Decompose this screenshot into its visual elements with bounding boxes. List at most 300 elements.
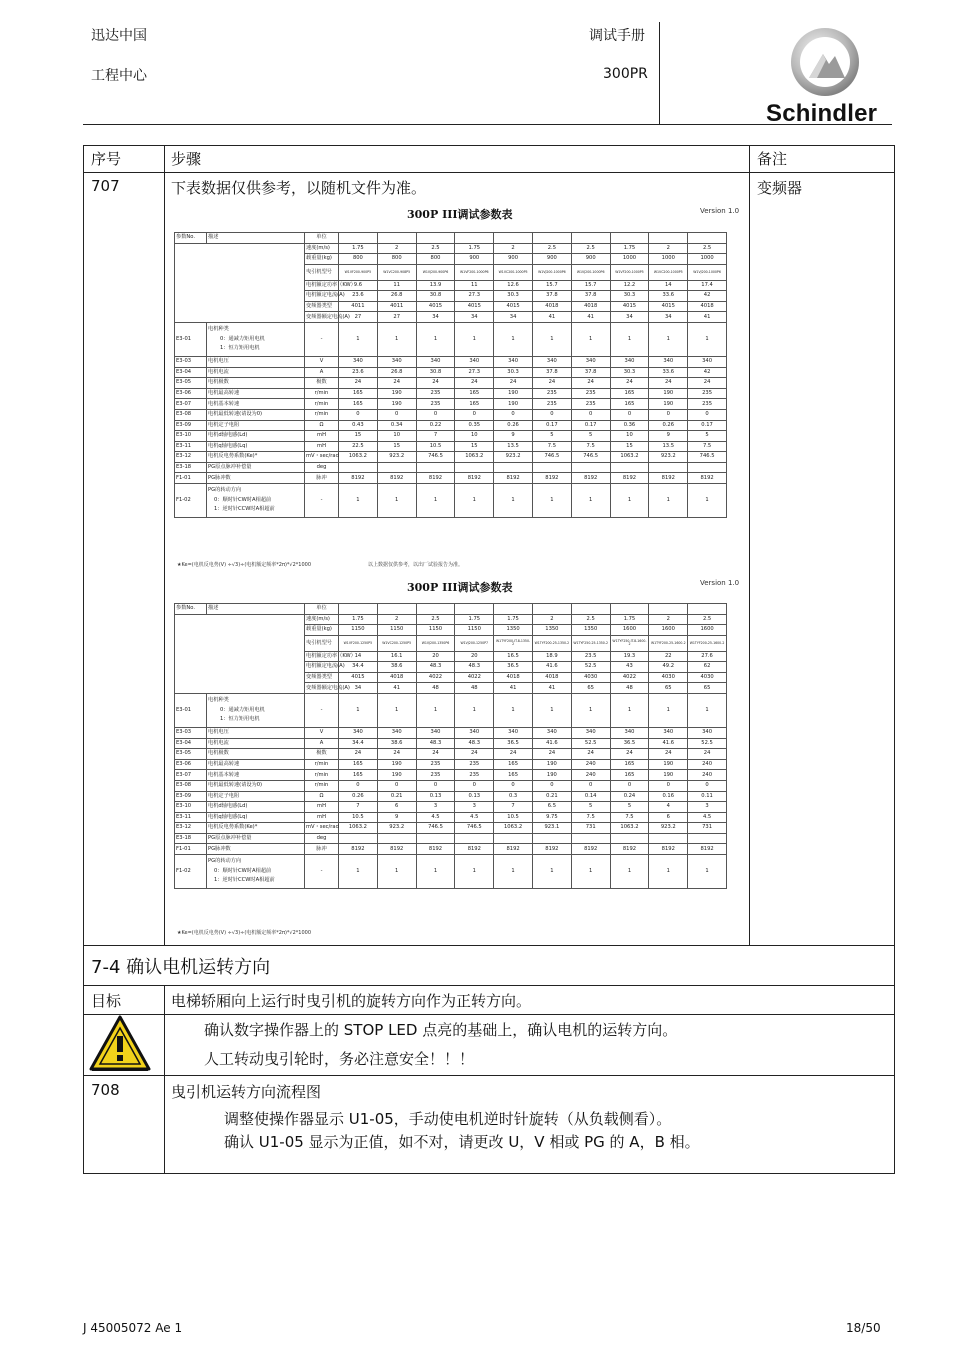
- pt2-header-cell: [649, 604, 688, 615]
- pt1-param-value: 7.5: [571, 441, 610, 452]
- pt2-param-value: 240: [571, 759, 610, 770]
- pt1-param-value: 340: [649, 356, 688, 367]
- col-divider-warning: [164, 1014, 165, 1075]
- pt2-param-value: 1: [649, 855, 688, 889]
- pt1-param-value: 24: [610, 378, 649, 389]
- pt2-param-value: 24: [532, 749, 571, 760]
- pt1-param-value: 340: [339, 356, 378, 367]
- pt2-param-value: 1: [688, 694, 727, 728]
- pt1-row-E3-12: [175, 452, 727, 463]
- pt1-row-E3-09: [175, 420, 727, 431]
- pt2-param-value: 190: [649, 770, 688, 781]
- pt2-row-E3-07: [175, 770, 727, 781]
- parameter-table-1-title: 300P III调试参数表: [407, 208, 513, 221]
- pt2-header-cell: 描述: [207, 604, 305, 615]
- pt2-param-value: 0: [339, 780, 378, 791]
- pt1-spec-value: 34: [494, 312, 533, 323]
- pt1-param-value: 1: [377, 484, 416, 518]
- pt2-param-desc: 电机极数: [207, 749, 305, 760]
- pt1-param-value: 30.3: [610, 367, 649, 378]
- pt1-param-desc-line: 0：通减力矩用电机: [220, 335, 265, 342]
- pt1-header-cell: [377, 233, 416, 244]
- pt1-param-value: 0.17: [532, 420, 571, 431]
- pt1-param-value: 0.17: [688, 420, 727, 431]
- pt1-spec-value: 9.6: [339, 280, 378, 291]
- pt1-row-E3-07: [175, 399, 727, 410]
- pt1-header-cell: 描述: [207, 233, 305, 244]
- pt1-row-F1-01: [175, 473, 727, 484]
- pt1-param-value: 15: [610, 441, 649, 452]
- pt1-spec-value: 27.3: [455, 291, 494, 302]
- pt2-spec-value: 52.5: [571, 662, 610, 673]
- pt2-spec-value: 1350: [532, 625, 571, 636]
- pt2-param-value: 190: [649, 759, 688, 770]
- col-divider-708: [164, 1075, 165, 1174]
- pt1-param-value: 30.3: [494, 367, 533, 378]
- pt2-param-value: 7.5: [610, 812, 649, 823]
- pt1-spec-value: 37.8: [532, 291, 571, 302]
- pt1-spec-value: 800: [416, 254, 455, 265]
- pt1-param-value: 0: [494, 409, 533, 420]
- pt1-param-value: 1: [532, 484, 571, 518]
- pt1-spec-value: W1VJ200-1000P6: [688, 264, 727, 280]
- pt1-param-value: 165: [339, 399, 378, 410]
- pt2-header-cell: [416, 604, 455, 615]
- pt2-param-desc: 电机电压: [207, 727, 305, 738]
- pt2-param-value: 8192: [610, 844, 649, 855]
- row-divider-section-top: [83, 945, 895, 946]
- pt2-spec-value: 65: [649, 683, 688, 694]
- pt1-param-value: 7.5: [532, 441, 571, 452]
- pt1-param-unit: mV・sec/rad: [305, 452, 339, 463]
- pt2-param-unit: -: [305, 855, 339, 889]
- pt1-spec-value: 1.75: [339, 243, 378, 254]
- pt1-spec-value: 2: [649, 243, 688, 254]
- parameter-table-1-version: Version 1.0: [700, 207, 740, 215]
- pt1-spec-value: 15.7: [571, 280, 610, 291]
- pt1-param-desc: PG原点脉冲补偿量: [207, 462, 305, 473]
- pt2-param-value: 52.5: [571, 738, 610, 749]
- pt2-spec-value: 1350: [571, 625, 610, 636]
- pt2-row-E3-04: [175, 738, 727, 749]
- pt2-param-value: 9.75: [532, 812, 571, 823]
- pt2-param-value: 0.13: [416, 791, 455, 802]
- pt2-param-value: 340: [688, 727, 727, 738]
- pt1-param-desc-line: 电机种类: [208, 325, 229, 332]
- pt1-header-cell: [532, 233, 571, 244]
- pt1-param-desc: 电机极数: [207, 378, 305, 389]
- pt1-spec-value: W1VJ200-1000P6: [571, 264, 610, 280]
- pt2-param-value: 24: [416, 749, 455, 760]
- pt1-spec-value: 900: [571, 254, 610, 265]
- pt1-row-E3-06: [175, 388, 727, 399]
- pt1-param-value: 24: [532, 378, 571, 389]
- pt1-spec-value: 12.6: [494, 280, 533, 291]
- pt2-param-value: 4.5: [416, 812, 455, 823]
- parameter-table-1-footnote: ★Ke=(电机反电势(V) ÷√3)÷(电机额定频率*2π)*√2*1000: [177, 562, 312, 568]
- pt1-param-value: 24: [688, 378, 727, 389]
- pt1-header-cell: [494, 233, 533, 244]
- pt2-param-value: 190: [532, 770, 571, 781]
- pt2-spec-label: 电机额定功率（KW）: [305, 651, 339, 662]
- pt1-param-value: 190: [649, 388, 688, 399]
- pt1-row-E3-11: [175, 441, 727, 452]
- pt2-param-value: 36.5: [494, 738, 533, 749]
- pt2-param-value: 923.2: [649, 823, 688, 834]
- pt1-param-value: 8192: [571, 473, 610, 484]
- pt2-spec-label: 曳引机型号: [305, 635, 339, 651]
- pt1-param-desc: [207, 323, 305, 357]
- pt2-spec-value: 34: [339, 683, 378, 694]
- pt2-param-value: 8192: [416, 844, 455, 855]
- pt2-spec-value: 48: [416, 683, 455, 694]
- pt1-spec-value: W1VC200-1000P5: [649, 264, 688, 280]
- row-divider-goal: [83, 1014, 895, 1015]
- pt2-param-no: E3-05: [175, 749, 207, 760]
- pt1-param-value: 746.5: [416, 452, 455, 463]
- pt2-param-unit: V: [305, 727, 339, 738]
- pt1-spec-value: 4018: [571, 301, 610, 312]
- pt1-param-value: 746.5: [532, 452, 571, 463]
- pt1-param-value: 0: [610, 409, 649, 420]
- pt2-spec-value: 48: [610, 683, 649, 694]
- pt1-param-value: 1: [494, 484, 533, 518]
- pt1-param-value: 24: [339, 378, 378, 389]
- pt2-spec-value: W1VJ200-1250P7: [455, 635, 494, 651]
- pt2-row-E3-09: [175, 791, 727, 802]
- pt2-param-desc: [207, 694, 305, 728]
- pt2-param-value: 190: [532, 759, 571, 770]
- pt2-param-value: 1: [416, 694, 455, 728]
- pt2-param-value: 6.5: [532, 802, 571, 813]
- pt2-param-value: 165: [339, 759, 378, 770]
- pt2-param-value: 8192: [494, 844, 533, 855]
- pt1-param-no: E3-11: [175, 441, 207, 452]
- pt2-param-value: 1: [494, 694, 533, 728]
- pt1-param-value: 27.3: [455, 367, 494, 378]
- pt1-param-unit: Ω: [305, 420, 339, 431]
- pt1-spec-value: 34: [610, 312, 649, 323]
- pt2-header-cell: [610, 604, 649, 615]
- pt2-param-unit: r/min: [305, 759, 339, 770]
- pt1-param-value: 340: [688, 356, 727, 367]
- pt1-spec-label: 电机额定功率（KW）: [305, 280, 339, 291]
- pt1-spec-value: W1VJ200-900P6: [416, 264, 455, 280]
- row-708-line-1: 调整使操作器显示 U1-05，手动使电机逆时针旋转（从负载侧看）。: [224, 1110, 672, 1128]
- pt1-param-value: 13.5: [494, 441, 533, 452]
- pt1-spec-value: 27: [339, 312, 378, 323]
- pt1-spec-value: 33.6: [649, 291, 688, 302]
- pt1-param-value: 1: [339, 484, 378, 518]
- pt1-param-value: 923.2: [649, 452, 688, 463]
- pt2-param-value: 235: [416, 770, 455, 781]
- row-divider-header: [83, 172, 895, 173]
- pt1-param-desc: 电机电压: [207, 356, 305, 367]
- row-707-note: 变频器: [757, 179, 803, 197]
- pt2-param-value: 923.2: [377, 823, 416, 834]
- pt2-param-no: E3-07: [175, 770, 207, 781]
- pt1-param-value: 15: [339, 431, 378, 442]
- pt2-spec-label: 变频器类型: [305, 672, 339, 683]
- pt2-param-no: E3-11: [175, 812, 207, 823]
- pt2-spec-value: 41: [532, 683, 571, 694]
- pt1-param-value: 13.5: [649, 441, 688, 452]
- pt1-param-unit: r/min: [305, 409, 339, 420]
- pt1-spec-value: W1VJ200-1000P6: [532, 264, 571, 280]
- pt1-param-value: 746.5: [571, 452, 610, 463]
- pt1-param-value: 37.8: [571, 367, 610, 378]
- pt2-spec-value: 18.9: [532, 651, 571, 662]
- pt1-param-value: 8192: [688, 473, 727, 484]
- pt1-spec-value: 800: [377, 254, 416, 265]
- pt2-spec-value: 38.6: [377, 662, 416, 673]
- pt1-param-value: 0.35: [455, 420, 494, 431]
- pt1-spec-value: 26.8: [377, 291, 416, 302]
- pt2-param-value: [494, 833, 533, 844]
- pt1-param-value: 340: [610, 356, 649, 367]
- pt1-param-desc: 电机定子电阻: [207, 420, 305, 431]
- column-header-note: 备注: [757, 150, 788, 168]
- pt2-param-value: 731: [571, 823, 610, 834]
- pt1-spec-value: 34: [649, 312, 688, 323]
- pt2-header-cell: [532, 604, 571, 615]
- pt1-row-F1-02: [175, 484, 727, 518]
- pt1-spec-label: 载重量(kg): [305, 254, 339, 265]
- pt2-param-value: 1: [494, 855, 533, 889]
- pt2-param-value: 340: [494, 727, 533, 738]
- pt2-param-desc-line: 0：顺时针CW时A相超前: [214, 867, 272, 874]
- pt2-param-value: 34.4: [339, 738, 378, 749]
- pt1-param-value: 24: [416, 378, 455, 389]
- pt1-spec-value: 4015: [494, 301, 533, 312]
- pt1-param-value: 8192: [494, 473, 533, 484]
- pt1-header-cell: [688, 233, 727, 244]
- pt1-param-value: 235: [688, 399, 727, 410]
- pt1-param-value: 1: [377, 323, 416, 357]
- pt1-param-value: 24: [494, 378, 533, 389]
- pt1-param-value: 9: [494, 431, 533, 442]
- pt1-spec-value: 37.8: [571, 291, 610, 302]
- pt2-param-value: 340: [339, 727, 378, 738]
- pt1-row-E3-08: [175, 409, 727, 420]
- pt2-spec-value: 41: [494, 683, 533, 694]
- pt2-param-value: 24: [455, 749, 494, 760]
- pt2-spec-value: 4018: [532, 672, 571, 683]
- pt1-param-value: 190: [494, 388, 533, 399]
- pt1-param-value: 1: [494, 323, 533, 357]
- pt2-param-value: 165: [610, 759, 649, 770]
- pt2-param-value: 1: [455, 855, 494, 889]
- pt2-param-value: 340: [610, 727, 649, 738]
- pt1-param-value: 0: [377, 409, 416, 420]
- pt2-param-value: [532, 833, 571, 844]
- pt2-param-value: 1: [455, 694, 494, 728]
- pt2-spec-label: 载重量(kg): [305, 625, 339, 636]
- pt2-spec-label: 变频器额定电流(A): [305, 683, 339, 694]
- pt2-param-value: 0.13: [455, 791, 494, 802]
- pt1-param-value: 26.8: [377, 367, 416, 378]
- pt2-spec-value: 1600: [688, 625, 727, 636]
- pt2-param-value: 41.6: [532, 738, 571, 749]
- pt1-blank-cell: [175, 243, 305, 322]
- pt1-spec-value: 4011: [377, 301, 416, 312]
- pt2-spec-row: [175, 614, 727, 625]
- header-divider-vertical: [659, 22, 660, 125]
- pt1-param-value: 165: [339, 388, 378, 399]
- pt2-param-value: 340: [416, 727, 455, 738]
- pt2-param-value: [571, 833, 610, 844]
- pt2-param-unit: A: [305, 738, 339, 749]
- pt1-param-value: 1: [688, 323, 727, 357]
- pt2-param-unit: r/min: [305, 770, 339, 781]
- pt2-param-value: 240: [688, 759, 727, 770]
- pt2-param-value: 24: [610, 749, 649, 760]
- pt1-param-value: 37.8: [532, 367, 571, 378]
- pt2-param-value: 24: [339, 749, 378, 760]
- pt2-param-value: 0: [416, 780, 455, 791]
- pt2-spec-value: 20: [455, 651, 494, 662]
- pt1-param-unit: mH: [305, 431, 339, 442]
- pt2-spec-value: 65: [571, 683, 610, 694]
- pt2-param-value: 8192: [532, 844, 571, 855]
- pt2-param-desc: 电机最高转速: [207, 759, 305, 770]
- pt2-param-value: 10.5: [494, 812, 533, 823]
- pt1-spec-value: 42: [688, 291, 727, 302]
- pt1-spec-value: 30.3: [494, 291, 533, 302]
- pt2-spec-value: 16.1: [377, 651, 416, 662]
- parameter-table-2-version: Version 1.0: [700, 579, 740, 587]
- warning-icon: [88, 1014, 152, 1072]
- pt2-param-value: 190: [377, 759, 416, 770]
- pt2-param-value: 41.6: [649, 738, 688, 749]
- pt1-param-value: 0.17: [571, 420, 610, 431]
- pt1-param-value: 340: [571, 356, 610, 367]
- pt1-spec-value: 2.5: [571, 243, 610, 254]
- pt1-param-value: 0: [571, 409, 610, 420]
- pt1-param-value: 235: [416, 388, 455, 399]
- pt2-param-value: 235: [455, 770, 494, 781]
- pt1-param-unit: r/min: [305, 388, 339, 399]
- pt1-param-value: 1: [416, 484, 455, 518]
- pt2-spec-value: 4030: [649, 672, 688, 683]
- pt1-spec-value: W1VC200-1000P5: [494, 264, 533, 280]
- pt1-param-value: 1063.2: [610, 452, 649, 463]
- pt2-param-value: 8192: [455, 844, 494, 855]
- pt1-row-E3-01: [175, 323, 727, 357]
- pt2-spec-value: 2: [532, 614, 571, 625]
- pt2-spec-value: 4030: [571, 672, 610, 683]
- pt1-spec-value: 30.3: [610, 291, 649, 302]
- row-707-seq: 707: [91, 177, 120, 195]
- pt2-param-no: F1-01: [175, 844, 207, 855]
- pt1-param-value: 8192: [339, 473, 378, 484]
- pt1-header-cell: [649, 233, 688, 244]
- pt1-spec-value: 15.7: [532, 280, 571, 291]
- row-divider-warning: [83, 1075, 895, 1076]
- pt2-param-value: 0.24: [610, 791, 649, 802]
- pt1-spec-value: 1.75: [610, 243, 649, 254]
- pt2-param-value: 165: [494, 759, 533, 770]
- pt1-param-value: 24: [455, 378, 494, 389]
- pt2-param-value: 8192: [339, 844, 378, 855]
- pt2-param-value: 731: [688, 823, 727, 834]
- pt1-spec-value: 2.5: [416, 243, 455, 254]
- pt1-param-unit: A: [305, 367, 339, 378]
- pt1-spec-value: 14: [649, 280, 688, 291]
- pt2-param-no: F1-02: [175, 855, 207, 889]
- pt1-param-value: 0.43: [339, 420, 378, 431]
- pt1-spec-value: 13.9: [416, 280, 455, 291]
- pt2-param-value: 1063.2: [610, 823, 649, 834]
- pt1-param-value: 0: [688, 409, 727, 420]
- pt2-param-value: 8192: [649, 844, 688, 855]
- pt1-param-value: 1: [649, 484, 688, 518]
- pt1-param-no: E3-08: [175, 409, 207, 420]
- pt1-param-value: 0.26: [649, 420, 688, 431]
- pt2-param-unit: mH: [305, 812, 339, 823]
- pt2-param-value: 24: [377, 749, 416, 760]
- pt1-spec-value: 41: [532, 312, 571, 323]
- parameter-table-2-grid: [174, 603, 727, 889]
- pt1-param-desc: 电机电流: [207, 367, 305, 378]
- pt1-param-value: 0: [532, 409, 571, 420]
- pt2-param-unit: -: [305, 694, 339, 728]
- pt1-param-value: 10.5: [416, 441, 455, 452]
- pt2-param-value: [610, 833, 649, 844]
- pt2-param-no: E3-01: [175, 694, 207, 728]
- pt1-spec-value: 900: [532, 254, 571, 265]
- pt1-spec-value: 2: [377, 243, 416, 254]
- pt1-param-unit: -: [305, 484, 339, 518]
- pt2-spec-value: 1.75: [494, 614, 533, 625]
- pt2-param-value: 340: [571, 727, 610, 738]
- pt1-header-cell: [610, 233, 649, 244]
- pt1-param-value: 1: [610, 484, 649, 518]
- pt1-param-value: 0: [455, 409, 494, 420]
- brand-wordmark: Schindler: [766, 100, 878, 127]
- pt2-param-desc: PG原点脉冲补偿量: [207, 833, 305, 844]
- pt2-spec-value: 2: [649, 614, 688, 625]
- pt1-spec-value: 900: [455, 254, 494, 265]
- pt1-param-value: 1063.2: [339, 452, 378, 463]
- pt2-row-E3-06: [175, 759, 727, 770]
- pt1-param-unit: deg: [305, 462, 339, 473]
- pt1-spec-value: 11: [455, 280, 494, 291]
- pt2-param-desc: 电机q轴电感(Lq): [207, 812, 305, 823]
- pt2-param-value: 165: [339, 770, 378, 781]
- pt2-row-E3-08: [175, 780, 727, 791]
- goal-text: 电梯轿厢向上运行时曳引机的旋转方向作为正转方向。: [171, 992, 532, 1010]
- section-title: 7-4 确认电机运转方向: [91, 957, 271, 978]
- pt2-param-no: E3-09: [175, 791, 207, 802]
- pt1-spec-label: 变频器类型: [305, 301, 339, 312]
- pt1-param-value: [416, 462, 455, 473]
- pt2-param-desc: 电机最低转速(请设为0): [207, 780, 305, 791]
- pt2-param-desc: 电机d轴电感(Ld): [207, 802, 305, 813]
- pt2-param-value: 340: [377, 727, 416, 738]
- pt2-param-value: 1: [688, 855, 727, 889]
- pt2-param-no: E3-08: [175, 780, 207, 791]
- pt2-param-value: 0.21: [377, 791, 416, 802]
- pt1-param-value: 1: [688, 484, 727, 518]
- pt2-param-value: 1: [339, 855, 378, 889]
- pt1-header-cell: 单位: [305, 233, 339, 244]
- pt2-row-F1-01: [175, 844, 727, 855]
- warning-line-1: 确认数字操作器上的 STOP LED 点亮的基础上，确认电机的运转方向。: [204, 1021, 678, 1039]
- pt1-param-value: 1063.2: [455, 452, 494, 463]
- pt2-param-value: 340: [649, 727, 688, 738]
- pt1-param-value: 1: [339, 323, 378, 357]
